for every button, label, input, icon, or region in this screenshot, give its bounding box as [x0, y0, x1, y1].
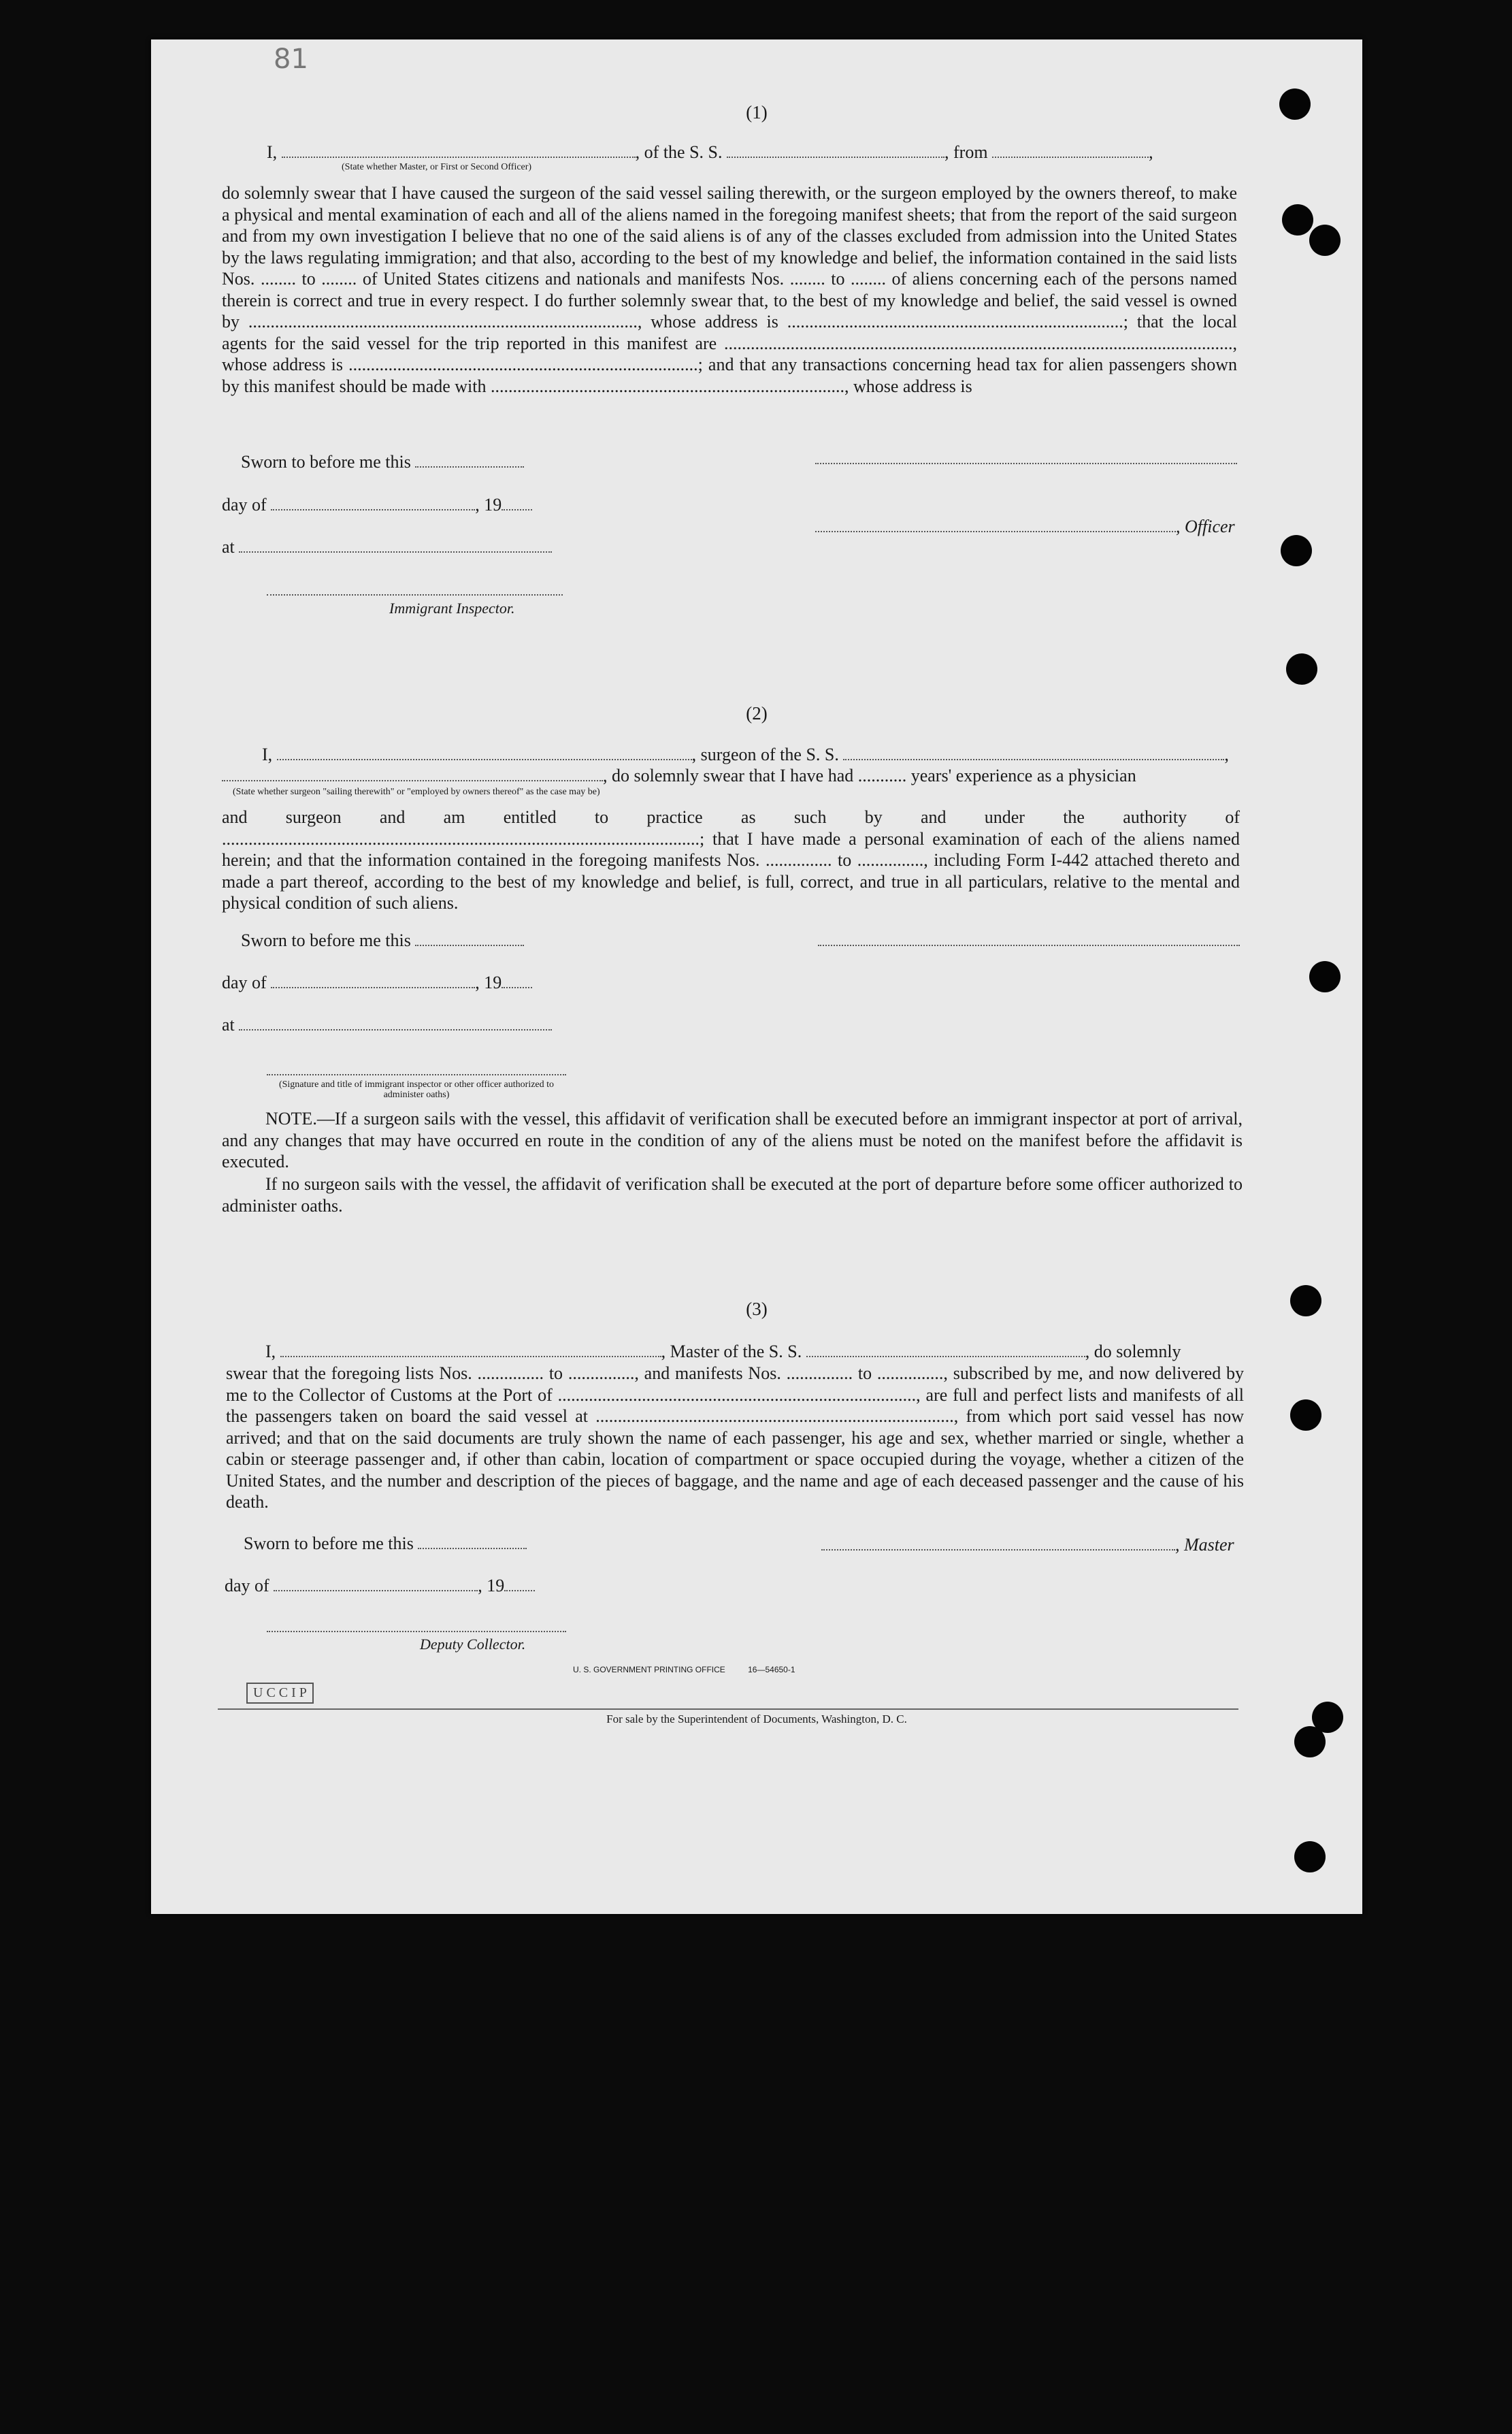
- section-1-paragraph: do solemnly swear that I have caused the surgeon of the said vessel sailing therewith, or the surgeon employed by the owners thereof, to make a physical and mental examination of each and all of the aliens named in the foregoing manifest sheets; that from the report of the said surgeon and from my own investigation I believe that no one of the said aliens is of any of the classes excluded from admission into the United States by the laws regulating immigration; and that also, according to the best of my knowledge and belief, the information contained in the said lists Nos. ........ to ........ of United States citizens and nationals and manifests Nos. ........ to ........ of aliens concerning each of the persons named therein is correct and true in every respect. I do further solemnly swear that, to the best of my knowledge and belief, the said vessel is owned by ........................................................................................, whose address is ............................................................................; that the local agents for the said vessel for the trip reported in this manifest are ..................................................................................................................., whose address is ...............................................................................; and that any transactions concerning head tax for alien passengers shown by this manifest should be made with ................................................................................, whose address is: [222, 183, 1237, 396]
- text: , 19: [475, 973, 502, 992]
- blank: [222, 766, 603, 781]
- text: Sworn to before me this: [244, 1534, 414, 1553]
- text: at: [222, 537, 235, 557]
- blank: [415, 453, 524, 468]
- text: day of: [222, 973, 267, 992]
- text: , of the S. S.: [635, 142, 727, 162]
- section-1-sworn: [241, 451, 524, 473]
- section-2-number: (2): [746, 703, 768, 724]
- binder-hole: [1294, 1726, 1326, 1757]
- section-1-at: [222, 536, 552, 558]
- text: , do solemnly swear that I have had ........... years' experience as a physician: [603, 766, 1136, 785]
- binder-hole: [1279, 88, 1311, 120]
- binder-hole: [1282, 204, 1313, 236]
- blank: [277, 745, 692, 760]
- text: , do solemnly: [1085, 1342, 1181, 1361]
- blank: [843, 745, 1224, 760]
- text: , Officer: [1176, 517, 1235, 536]
- blank: [239, 1016, 552, 1031]
- section-2-sub-note: (State whether surgeon "sailing therewith" or "employed by owners thereof" as the case may be): [233, 787, 600, 797]
- section-1-inspector: Immigrant Inspector.: [389, 600, 515, 617]
- text: day of: [222, 495, 267, 515]
- text: , 19: [478, 1576, 505, 1595]
- blank: [502, 973, 532, 988]
- blank: [727, 143, 944, 158]
- blank: [280, 1342, 661, 1357]
- section-1-sub-note: (State whether Master, or First or Second Officer): [342, 162, 532, 172]
- text: , 19: [475, 495, 502, 515]
- section-3-line1: [265, 1341, 1181, 1363]
- blank: [418, 1534, 527, 1549]
- blank: [502, 496, 532, 510]
- footer-rule: [218, 1708, 1238, 1710]
- section-2-sig-note: (Signature and title of immigrant inspector or other officer authorized to administer oaths): [278, 1080, 555, 1100]
- section-2-signature-line: [818, 945, 1240, 946]
- section-1-day-of: [222, 494, 532, 516]
- section-3-paragraph: swear that the foregoing lists Nos. ............... to ..............., and manifests Nos. ............... to ..............., subscribed by me, and now delivered by me to the Collector of Customs at the Port of ................................................................................., are full and perfect lists and manifests of all the passengers taken on board the said vessel at ................................................................................., from which port said vessel has now arrived; and that on the said documents are truly shown the name of each passenger, his age and sex, whether married or single, whether a cabin or steerage passenger and, if other than cabin, location of compartment or space occupied during the voyage, whether a citizen of the United States, and the number and description of the pieces of baggage, and the name and age of each deceased passenger and the cause of his death.: [226, 1363, 1244, 1512]
- text: Sworn to before me this: [241, 452, 411, 472]
- blank: [271, 496, 475, 510]
- text: day of: [225, 1576, 269, 1595]
- section-3-number: (3): [746, 1299, 768, 1319]
- page-number: 81: [274, 44, 308, 75]
- binder-hole: [1294, 1841, 1326, 1872]
- text: , from: [944, 142, 993, 162]
- blank: [271, 973, 475, 988]
- binder-hole: [1290, 1399, 1321, 1431]
- for-sale-note: For sale by the Superintendent of Documents, Washington, D. C.: [606, 1713, 907, 1725]
- printing-office: U. S. GOVERNMENT PRINTING OFFICE 16—54650-1: [573, 1665, 795, 1674]
- section-1-officer: [815, 516, 1235, 538]
- text: I,: [262, 745, 273, 764]
- binder-hole: [1309, 961, 1341, 992]
- blank: [806, 1342, 1085, 1357]
- text: I,: [265, 1342, 276, 1361]
- blank: [815, 517, 1176, 532]
- section-2-note: NOTE.—If a surgeon sails with the vessel, this affidavit of verification shall be executed before an immigrant inspector at port of arrival, and any changes that may have occurred en route in the condition of any of the aliens must be noted on the manifest before the affidavit is executed.: [222, 1109, 1243, 1171]
- section-2-sworn: [241, 930, 524, 952]
- blank: [282, 143, 636, 158]
- section-2-line2: [222, 765, 1136, 787]
- text: ,: [1149, 142, 1153, 162]
- section-3-collector-line: [267, 1631, 566, 1632]
- section-1-line1: [267, 142, 1153, 163]
- blank: [821, 1536, 1175, 1551]
- text: Sworn to before me this: [241, 930, 411, 950]
- section-3-sworn: [244, 1533, 527, 1555]
- text: , Master: [1175, 1535, 1234, 1555]
- section-1-signature-line: [815, 463, 1237, 464]
- text: , surgeon of the S. S.: [691, 745, 839, 764]
- blank: [992, 143, 1149, 158]
- section-3-day-of: [225, 1575, 535, 1597]
- blank: [504, 1576, 535, 1591]
- binder-hole: [1290, 1285, 1321, 1316]
- section-2-inspector-line: [267, 1074, 566, 1075]
- section-1-inspector-line: [267, 594, 563, 596]
- blank: [415, 931, 524, 946]
- section-2-note-2: If no surgeon sails with the vessel, the affidavit of verification shall be executed at the port of departure before some officer authorized to administer oaths.: [222, 1174, 1243, 1216]
- blank: [239, 538, 552, 553]
- section-3-master: [821, 1534, 1234, 1556]
- text: , Master of the S. S.: [661, 1342, 802, 1361]
- section-2-day-of: [222, 972, 532, 994]
- section-2-at: [222, 1014, 552, 1036]
- section-3-collector: Deputy Collector.: [420, 1636, 526, 1653]
- section-1-number: (1): [746, 102, 768, 123]
- text: at: [222, 1015, 235, 1035]
- blank: [274, 1576, 478, 1591]
- section-2-line1: I, , surgeon of the S. S. ,: [262, 745, 1229, 764]
- ink-stamp: U C C I P: [246, 1683, 314, 1704]
- binder-hole: [1286, 653, 1317, 685]
- text: I,: [267, 142, 282, 162]
- section-2-paragraph: and surgeon and am entitled to practice as such by and under the authority of ............................................................................................................; that I have made a personal examination of each of the aliens named herein; and that the information contained in the foregoing manifests Nos. ............... to ..............., including Form I-442 attached thereto and made a part thereof, according to the best of my knowledge and belief, is full, correct, and true in all particulars, relative to the mental and physical condition of such aliens.: [222, 807, 1240, 913]
- binder-hole: [1309, 225, 1341, 256]
- manifest-affidavit-page: [151, 39, 1362, 1914]
- binder-hole: [1281, 535, 1312, 566]
